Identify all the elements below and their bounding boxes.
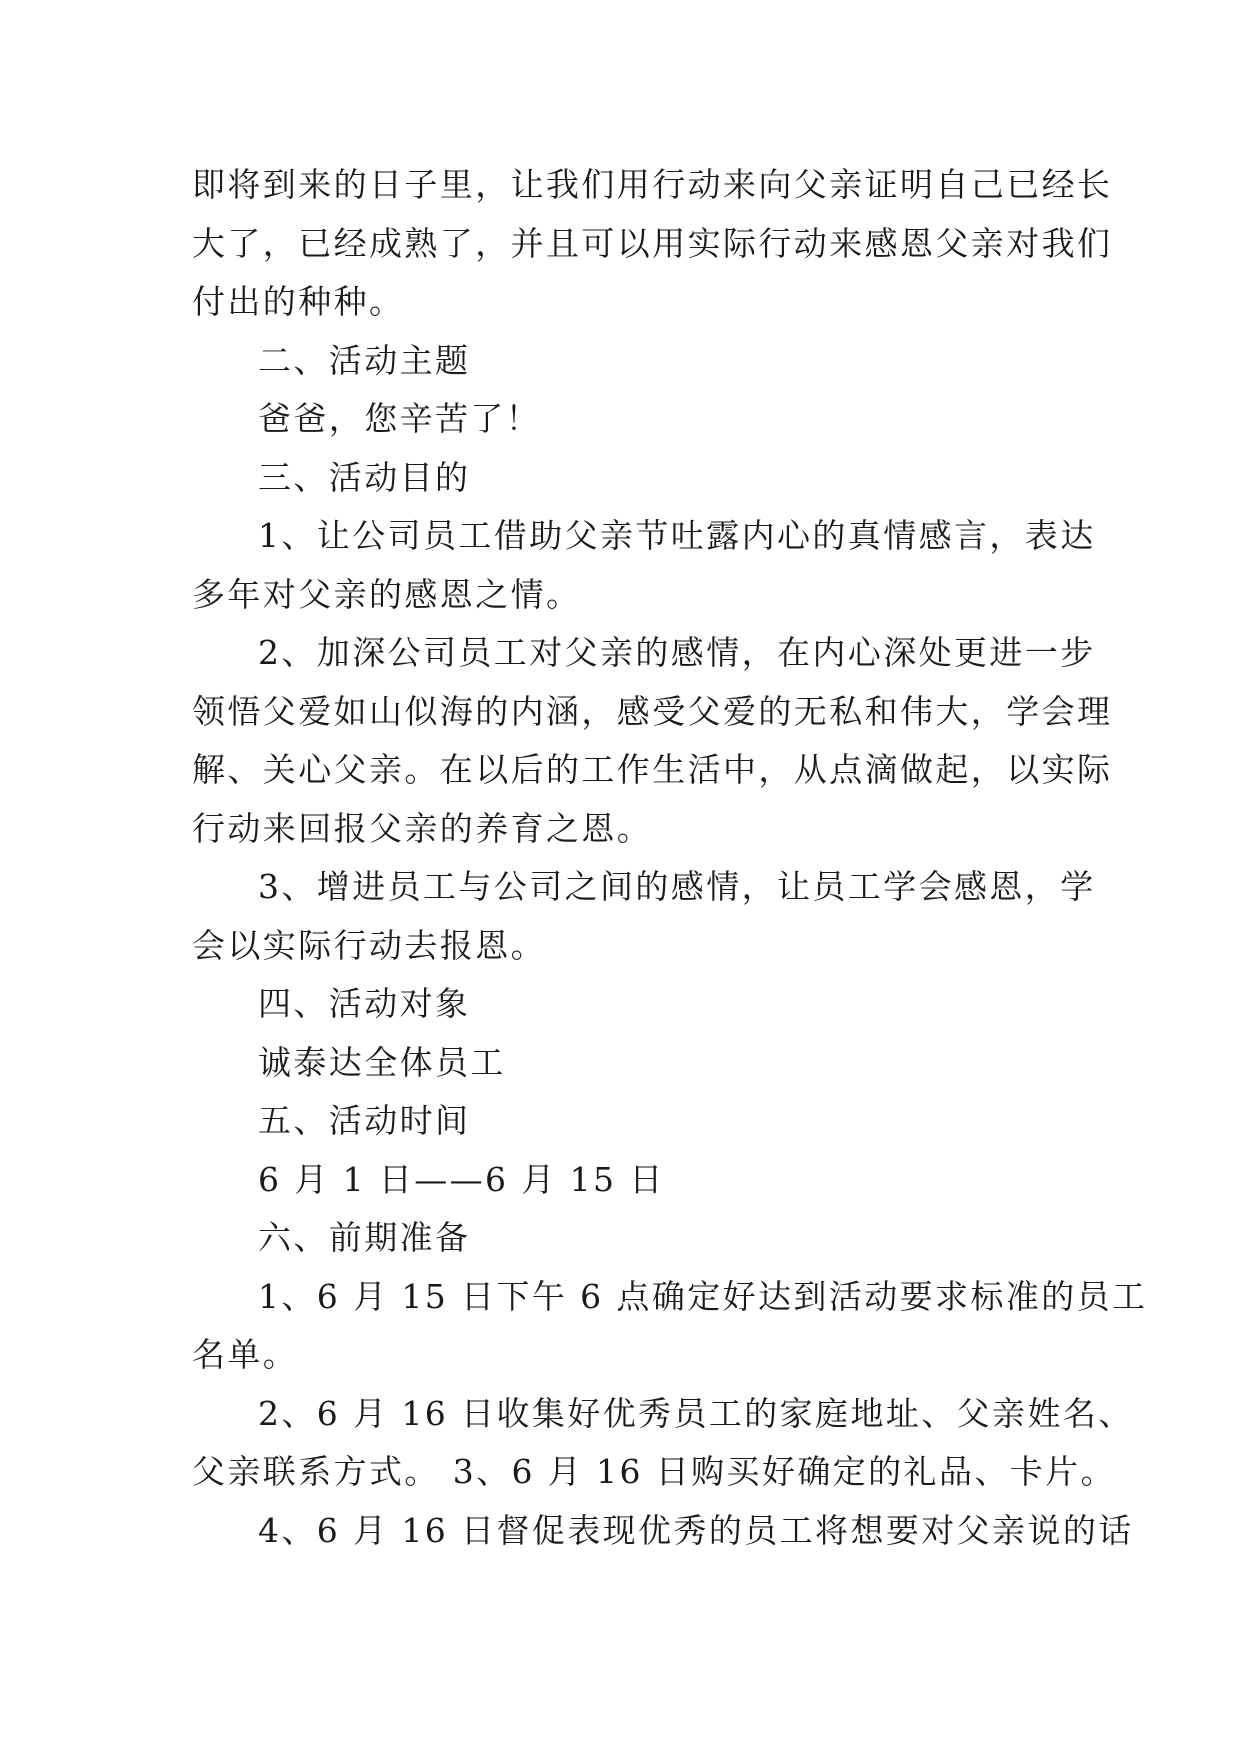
text-line: 四、活动对象 [258, 984, 471, 1023]
text-line: 1、让公司员工借助父亲节吐露内心的真情感言，表达 [258, 516, 1096, 555]
text-line: 4、6 月 16 日督促表现优秀的员工将想要对父亲说的话 [258, 1510, 1134, 1550]
text-line: 多年对父亲的感恩之情。 [192, 574, 582, 614]
text-line: 六、前期准备 [258, 1218, 471, 1257]
document-body [192, 156, 1148, 1560]
paragraph [192, 449, 1058, 508]
text-line: 五、活动时间 [258, 1101, 471, 1140]
paragraph [192, 1034, 1058, 1093]
text-line: 付出的种种。 [192, 282, 405, 321]
paragraph [192, 858, 1096, 975]
paragraph [192, 1209, 1058, 1268]
text-line: 2、6 月 16 日收集好优秀员工的家庭地址、父亲姓名、 [258, 1393, 1134, 1433]
text-line: 6 月 1 日——6 月 15 日 [258, 1159, 665, 1199]
text-line: 1、6 月 15 日下午 6 点确定好达到活动要求标准的员工 [258, 1276, 1148, 1316]
paragraph [192, 390, 1058, 449]
text-line: 二、活动主题 [258, 340, 471, 380]
text-line: 解、关心父亲。在以后的工作生活中，从点滴做起，以实际 [192, 750, 1113, 789]
text-line: 2、加深公司员工对父亲的感情，在内心深处更进一步 [258, 633, 1096, 672]
paragraph [192, 1151, 1058, 1210]
text-line: 爸爸，您辛苦了！ [258, 399, 542, 438]
text-line: 领悟父爱如山似海的内涵，感受父爱的无私和伟大，学会理 [192, 691, 1113, 731]
text-line: 名单。 [192, 1335, 299, 1374]
paragraph [192, 507, 1096, 624]
paragraph [192, 332, 1058, 391]
text-line: 三、活动目的 [258, 457, 471, 497]
text-line: 诚泰达全体员工 [258, 1042, 506, 1082]
text-line: 行动来回报父亲的养育之恩。 [192, 808, 653, 848]
text-line: 3、增进员工与公司之间的感情，让员工学会感恩，学 [258, 867, 1096, 906]
paragraph [192, 1502, 1134, 1561]
paragraph [192, 1268, 1148, 1385]
text-line: 父亲联系方式。 3、6 月 16 日购买好确定的礼品、卡片。 [192, 1452, 1116, 1491]
paragraph [192, 1385, 1134, 1502]
paragraph [192, 1092, 1058, 1151]
text-line: 会以实际行动去报恩。 [192, 925, 546, 965]
text-line: 即将到来的日子里，让我们用行动来向父亲证明自己已经长 [192, 165, 1113, 204]
paragraph [192, 156, 1113, 332]
text-line: 大了，已经成熟了，并且可以用实际行动来感恩父亲对我们 [192, 223, 1113, 263]
paragraph [192, 975, 1058, 1034]
paragraph [192, 624, 1113, 858]
